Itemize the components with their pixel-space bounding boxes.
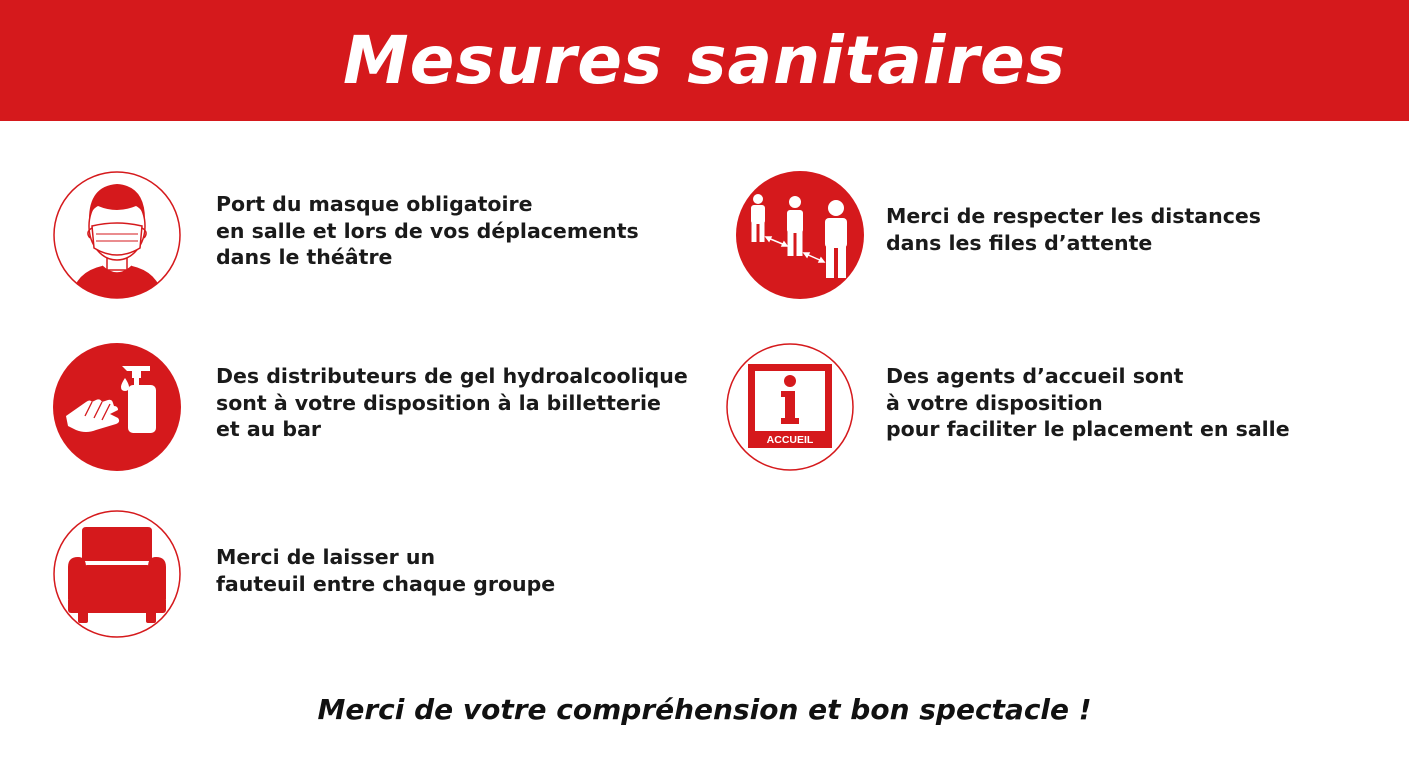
page-title: Mesures sanitaires [342,22,1067,99]
measure-text-line: Des distributeurs de gel hydroalcoolique [216,364,688,388]
measure-text-line: Merci de respecter les distances [886,204,1261,228]
measure-text-line: pour faciliter le placement en salle [886,417,1290,441]
armchair-icon [52,509,182,639]
measure-reception-text [886,363,1290,443]
measure-mask-text [216,191,639,271]
measure-text-line: fauteuil entre chaque groupe [216,571,556,596]
measure-text-line: dans les files d’attente [886,230,1153,255]
reception-info-icon [725,342,855,472]
measure-text-line: en salle et lors de vos déplacements [216,218,639,243]
measure-distance-text [886,203,1261,256]
measure-text-line: Merci de laisser un [216,545,436,569]
measure-text-line: Des agents d’accueil sont [886,364,1184,388]
footer-message: Merci de votre compréhension et bon spectacle ! [317,693,1092,726]
accueil-label: ACCUEIL [766,434,814,446]
measure-sanitizer-text [216,363,688,443]
face-mask-icon [52,170,182,300]
social-distancing-icon [735,170,865,300]
measure-seat-text [216,544,555,597]
measure-text-line: à votre disposition [886,390,1103,415]
measure-text-line: et au bar [216,417,322,441]
measure-text-line: dans le théâtre [216,245,393,269]
measure-text-line: Port du masque obligatoire [216,192,533,216]
measure-text-line: sont à votre disposition à la billetterie [216,390,661,415]
title-banner [0,0,1409,121]
hand-sanitizer-icon [52,342,182,472]
